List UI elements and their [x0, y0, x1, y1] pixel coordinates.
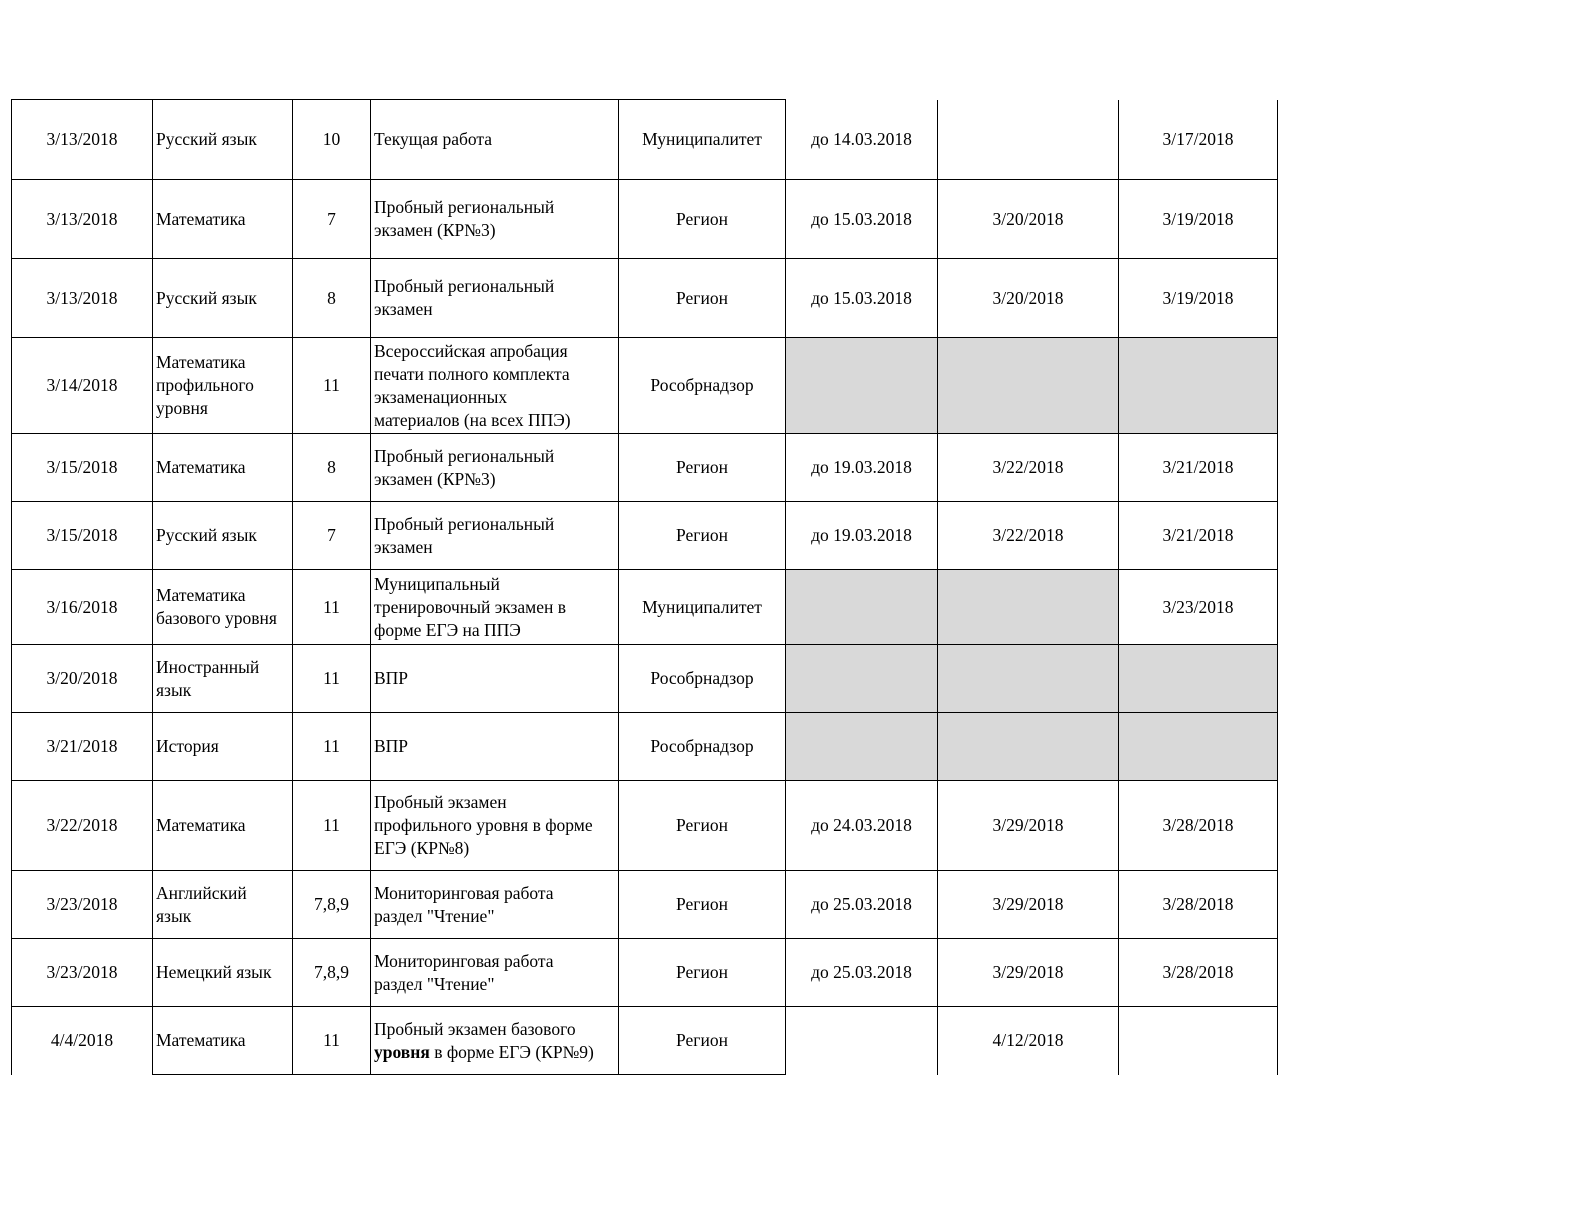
grade-cell: 7 [293, 180, 371, 259]
work-type-line: Всероссийская апробация [374, 340, 568, 361]
result-date-cell: 3/29/2018 [938, 781, 1119, 871]
subject-cell [153, 570, 293, 645]
result-date-cell [938, 645, 1119, 713]
subject-line: язык [156, 905, 192, 926]
subject-line: Математика [156, 585, 246, 605]
subject-line: Математика [156, 352, 246, 372]
work-type-cell [371, 100, 619, 180]
work-type-line: тренировочный экзамен в [374, 596, 567, 617]
work-type-line: Пробный экзамен базового [374, 1018, 576, 1039]
report-date-cell: 3/17/2018 [1119, 100, 1278, 180]
report-date-cell: 3/21/2018 [1119, 434, 1278, 502]
level-cell: Регион [619, 781, 786, 871]
deadline-cell [786, 570, 938, 645]
work-type-line: экзамен (КР№3) [374, 468, 496, 489]
grade-cell: 7,8,9 [293, 871, 371, 939]
work-type-line: экзамен [374, 536, 433, 557]
level-cell: Регион [619, 259, 786, 338]
work-type-cell [371, 434, 619, 502]
result-date-cell: 3/22/2018 [938, 434, 1119, 502]
work-type-line: профильного уровня в форме [374, 815, 593, 835]
work-type-cell [371, 259, 619, 338]
work-type-line: раздел "Чтение" [374, 905, 495, 926]
subject-cell: Математика [153, 434, 293, 502]
work-type-cell [371, 645, 619, 713]
report-date-cell [1119, 645, 1278, 713]
schedule-table [11, 99, 1278, 1075]
work-type-line: ВПР [374, 736, 409, 756]
level-cell: Регион [619, 939, 786, 1007]
level-cell: Муниципалитет [619, 100, 786, 180]
deadline-cell [786, 713, 938, 781]
result-date-cell: 3/29/2018 [938, 939, 1119, 1007]
deadline-cell: до 15.03.2018 [786, 259, 938, 338]
work-type-line: экзаменационных [374, 386, 508, 407]
work-type-cell [371, 502, 619, 570]
deadline-cell: до 19.03.2018 [786, 502, 938, 570]
result-date-cell [938, 713, 1119, 781]
report-date-cell: 3/28/2018 [1119, 781, 1278, 871]
work-type-line: материалов (на всех ППЭ) [374, 409, 571, 430]
report-date-cell: 3/21/2018 [1119, 502, 1278, 570]
deadline-cell [786, 1007, 938, 1075]
deadline-cell: до 15.03.2018 [786, 180, 938, 259]
result-date-cell [938, 338, 1119, 434]
subject-cell [153, 338, 293, 434]
grade-cell: 7,8,9 [293, 939, 371, 1007]
work-type-cell [371, 1007, 619, 1075]
date-cell: 3/14/2018 [12, 338, 153, 434]
grade-cell: 7 [293, 502, 371, 570]
subject-line: базового уровня [156, 608, 277, 628]
date-cell: 4/4/2018 [12, 1007, 153, 1075]
work-type-line: форме ЕГЭ на ППЭ [374, 619, 521, 640]
work-type-line: Пробный региональный [374, 197, 555, 217]
date-cell: 3/22/2018 [12, 781, 153, 871]
table-row [12, 781, 1278, 871]
grade-cell: 11 [293, 713, 371, 781]
subject-line: профильного [156, 375, 254, 395]
grade-cell: 10 [293, 100, 371, 180]
subject-cell: Русский язык [153, 259, 293, 338]
table-row [12, 434, 1278, 502]
grade-cell: 11 [293, 781, 371, 871]
report-date-cell: 3/19/2018 [1119, 180, 1278, 259]
report-date-cell: 3/23/2018 [1119, 570, 1278, 645]
deadline-cell: до 14.03.2018 [786, 100, 938, 180]
work-type-line: ЕГЭ (КР№8) [374, 838, 470, 858]
work-type-cell [371, 713, 619, 781]
level-cell: Регион [619, 502, 786, 570]
work-type-cell [371, 781, 619, 871]
deadline-cell: до 24.03.2018 [786, 781, 938, 871]
grade-cell: 11 [293, 1007, 371, 1075]
work-type-line: Текущая работа [374, 129, 493, 149]
work-type-cell [371, 570, 619, 645]
report-date-cell: 3/19/2018 [1119, 259, 1278, 338]
work-type-line: Пробный региональный [374, 276, 555, 296]
date-cell: 3/20/2018 [12, 645, 153, 713]
table-row [12, 259, 1278, 338]
report-date-cell: 3/28/2018 [1119, 939, 1278, 1007]
work-type-line: ВПР [374, 668, 409, 688]
date-cell: 3/21/2018 [12, 713, 153, 781]
subject-cell [153, 645, 293, 713]
date-cell: 3/15/2018 [12, 434, 153, 502]
subject-line: язык [156, 679, 192, 700]
level-cell: Муниципалитет [619, 570, 786, 645]
result-date-cell: 3/29/2018 [938, 871, 1119, 939]
work-type-line: Пробный региональный [374, 445, 555, 466]
table-row [12, 939, 1278, 1007]
report-date-cell [1119, 713, 1278, 781]
work-type-line: экзамен (КР№3) [374, 220, 496, 240]
work-type-line: Муниципальный [374, 573, 500, 594]
date-cell: 3/23/2018 [12, 871, 153, 939]
table-row [12, 570, 1278, 645]
grade-cell: 11 [293, 338, 371, 434]
work-type-line: Мониторинговая работа [374, 950, 554, 971]
level-cell: Регион [619, 434, 786, 502]
subject-cell [153, 871, 293, 939]
grade-cell: 11 [293, 645, 371, 713]
level-cell: Рособрнадзор [619, 645, 786, 713]
work-type-line: Пробный экзамен [374, 792, 507, 812]
grade-cell: 8 [293, 259, 371, 338]
report-date-cell [1119, 338, 1278, 434]
deadline-cell: до 25.03.2018 [786, 871, 938, 939]
subject-line: Английский [156, 882, 247, 903]
table-row [12, 180, 1278, 259]
table-row [12, 645, 1278, 713]
result-date-cell: 3/22/2018 [938, 502, 1119, 570]
work-type-cell [371, 871, 619, 939]
result-date-cell [938, 100, 1119, 180]
report-date-cell: 3/28/2018 [1119, 871, 1278, 939]
report-date-cell [1119, 1007, 1278, 1075]
work-type-line: раздел "Чтение" [374, 973, 495, 994]
deadline-cell [786, 645, 938, 713]
date-cell: 3/16/2018 [12, 570, 153, 645]
subject-line: Иностранный [156, 656, 260, 677]
subject-cell: Русский язык [153, 502, 293, 570]
work-type-cell [371, 180, 619, 259]
level-cell: Рособрнадзор [619, 338, 786, 434]
work-type-line: в форме ЕГЭ (КР№9) [429, 1041, 594, 1062]
level-cell: Регион [619, 1007, 786, 1075]
subject-cell: Математика [153, 781, 293, 871]
work-type-bold-word: уровня [374, 1041, 430, 1062]
date-cell: 3/13/2018 [12, 180, 153, 259]
work-type-line: Мониторинговая работа [374, 882, 554, 903]
date-cell: 3/13/2018 [12, 259, 153, 338]
deadline-cell: до 19.03.2018 [786, 434, 938, 502]
subject-cell: Русский язык [153, 100, 293, 180]
result-date-cell: 4/12/2018 [938, 1007, 1119, 1075]
deadline-cell: до 25.03.2018 [786, 939, 938, 1007]
table-row [12, 713, 1278, 781]
table-row [12, 100, 1278, 180]
result-date-cell: 3/20/2018 [938, 259, 1119, 338]
subject-cell: Математика [153, 1007, 293, 1075]
subject-cell: История [153, 713, 293, 781]
table-row [12, 871, 1278, 939]
subject-cell: Математика [153, 180, 293, 259]
date-cell: 3/15/2018 [12, 502, 153, 570]
work-type-line: печати полного комплекта [374, 363, 570, 384]
work-type-cell [371, 338, 619, 434]
level-cell: Регион [619, 871, 786, 939]
table-row [12, 338, 1278, 434]
work-type-cell [371, 939, 619, 1007]
date-cell: 3/23/2018 [12, 939, 153, 1007]
subject-cell: Немецкий язык [153, 939, 293, 1007]
work-type-line: Пробный региональный [374, 513, 555, 534]
table-row [12, 502, 1278, 570]
level-cell: Рособрнадзор [619, 713, 786, 781]
grade-cell: 8 [293, 434, 371, 502]
grade-cell: 11 [293, 570, 371, 645]
table-row [12, 1007, 1278, 1075]
deadline-cell [786, 338, 938, 434]
level-cell: Регион [619, 180, 786, 259]
result-date-cell: 3/20/2018 [938, 180, 1119, 259]
work-type-line: экзамен [374, 299, 433, 319]
date-cell: 3/13/2018 [12, 100, 153, 180]
subject-line: уровня [156, 398, 208, 418]
result-date-cell [938, 570, 1119, 645]
